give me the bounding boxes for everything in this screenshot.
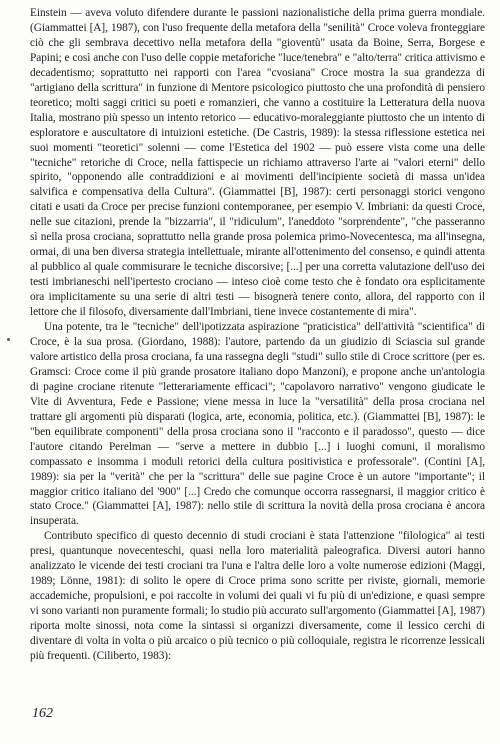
paragraph-1: Einstein — aveva voluto difendere durante le passioni nazionalistiche della prima guerra mondiale. (Giammattei [A], 1987), con l'uso frequente della metafora della "senilità" Croce voleva fronteggiare ciò che gli sembrava decettivo nella metafora della "gioventù" usata da Boine, Serra, Borgese e Papini; e così anche con l'uso delle coppie metaforiche "luce/tenebra" e "alto/terra" critica attivismo e decadentismo; soprattutto nei rapporti con l'area "cvosiana" Croce mostra la sua grandezza di "artigiano della scrittura" in funzione di Mentore psicologico piuttosto che una profondità di pensiero teoretico; molti saggi critici su poeti e romanzieri, che vanno a costituire la Letteratura della nuova Italia, mostrano più spesso un intento retorico — educativo-moraleggiante piuttosto che un intento di esploratore e auscultatore di intuizioni estetiche. (De Castris, 1989): la stessa riflessione estetica nei suoi momenti "teoretici" solenni — come l'Estetica del 1902 — può essere vista come una delle "tecniche" retoriche di Croce, nella fattispecie un richiamo attraverso l'arte ai "valori eterni" dello spirito, "opponendo alle contraddizioni e ai movimenti dell'incipiente società di massa un'idea salvifica e compensativa della Cultura". (Giammattei [B], 1987): certi personaggi storici vengono citati e usati da Croce per precise funzioni contemporanee, per esempio V. Imbriani: da questi Croce, nelle sue citazioni, prende la "bizzarria", il "ridiculum", l'aneddoto "sorprendente", "che passeranno sì nella prosa crociana, soprattutto nella grande prosa polemica primo-Novecentesca, ma all'insegna, ormai, di una ben diversa strategia intellettuale, mirante all'ottenimento del consenso, e quindi attenta al pubblico al quale commisurare le tecniche discorsive; [...] per una corretta valutazione dell'uso dei testi imbrianeschi nell'ipertesto crociano — inteso cioè come testo che è fondato ora esplicitamente ora implicitamente su una serie di altri testi — bisognerà tenere conto, allora, del rapporto con il lettore che il filosofo, diversamente dall'Imbriani, tiene invece costantemente di mira". — [30, 7, 485, 319]
body-text — [30, 6, 485, 664]
paragraph-2: Una potente, tra le "tecniche" dell'ipotizzata aspirazione "praticistica" dell'attività "scientifica" di Croce, è la sua prosa. (Giordano, 1988): l'autore, partendo da un giudizio di Sciascia sul grande valore artistico della prosa crociana, fa una rassegna degli "studi" sullo stile di Croce scrittore (per es. Gramsci: Croce come il più grande prosatore italiano dopo Manzoni), e propone anche un'antologia di pagine crociane ritenute "letterariamente efficaci"; "capolavoro narrativo" vengono giudicate le Vite di Avventura, Fede e Passione; viene messa in luce la "versatilità" della prosa crociana nel trattare gli argomenti più disparati (logica, arte, economia, politica, etc.). (Giammattei [B], 1987): le "ben equilibrate componenti" della prosa crociana sono il "racconto e il paradosso", questo — dice l'autore citando Perelman — "serve a mettere in dubbio [...] i luoghi comuni, il moralismo compassato e insomma i moduli retorici della cultura positivistica e professorale". (Contini [A], 1989): sia per la "verità" che per la "scrittura" delle sue pagine Croce è un autore "importante"; il maggior critico italiano del '900" [...] Credo che comunque occorra rassegnarsi, il maggior critico è stato Croce." (Giammattei [A], 1987): nello stile di scrittura la novità della prosa crociana è ancora insuperata. — [30, 321, 485, 528]
paragraph-3: Contributo specifico di questo decennio di studi crociani è stata l'attenzione "filologica" ai testi presi, quantunque novecenteschi, quasi nella loro materialità paleografica. Diversi autori hanno analizzato le vicende dei testi crociani tra l'una e l'altra delle loro a volte numerose edizioni (Maggi, 1989; Lönne, 1981): di solito le opere di Croce prima sono scritte per riviste, giornali, memorie accademiche, propulsioni, e poi raccolte in volumi dei quali vi fu più di un'edizione, e quasi sempre vi sono varianti non puramente formali; lo studio più accurato sull'argomento (Giammattei [A], 1987) riporta molte sinossi, nota come la sintassi si organizzi diversamente, come il lessico cerchi di diventare di volta in volta o più arcaico o più tecnico o più colloquiale, registra le ricorrenze lessicali più frequenti. (Ciliberto, 1983): — [30, 530, 485, 662]
margin-dot — [7, 338, 10, 341]
page-number: 162 — [32, 706, 53, 721]
